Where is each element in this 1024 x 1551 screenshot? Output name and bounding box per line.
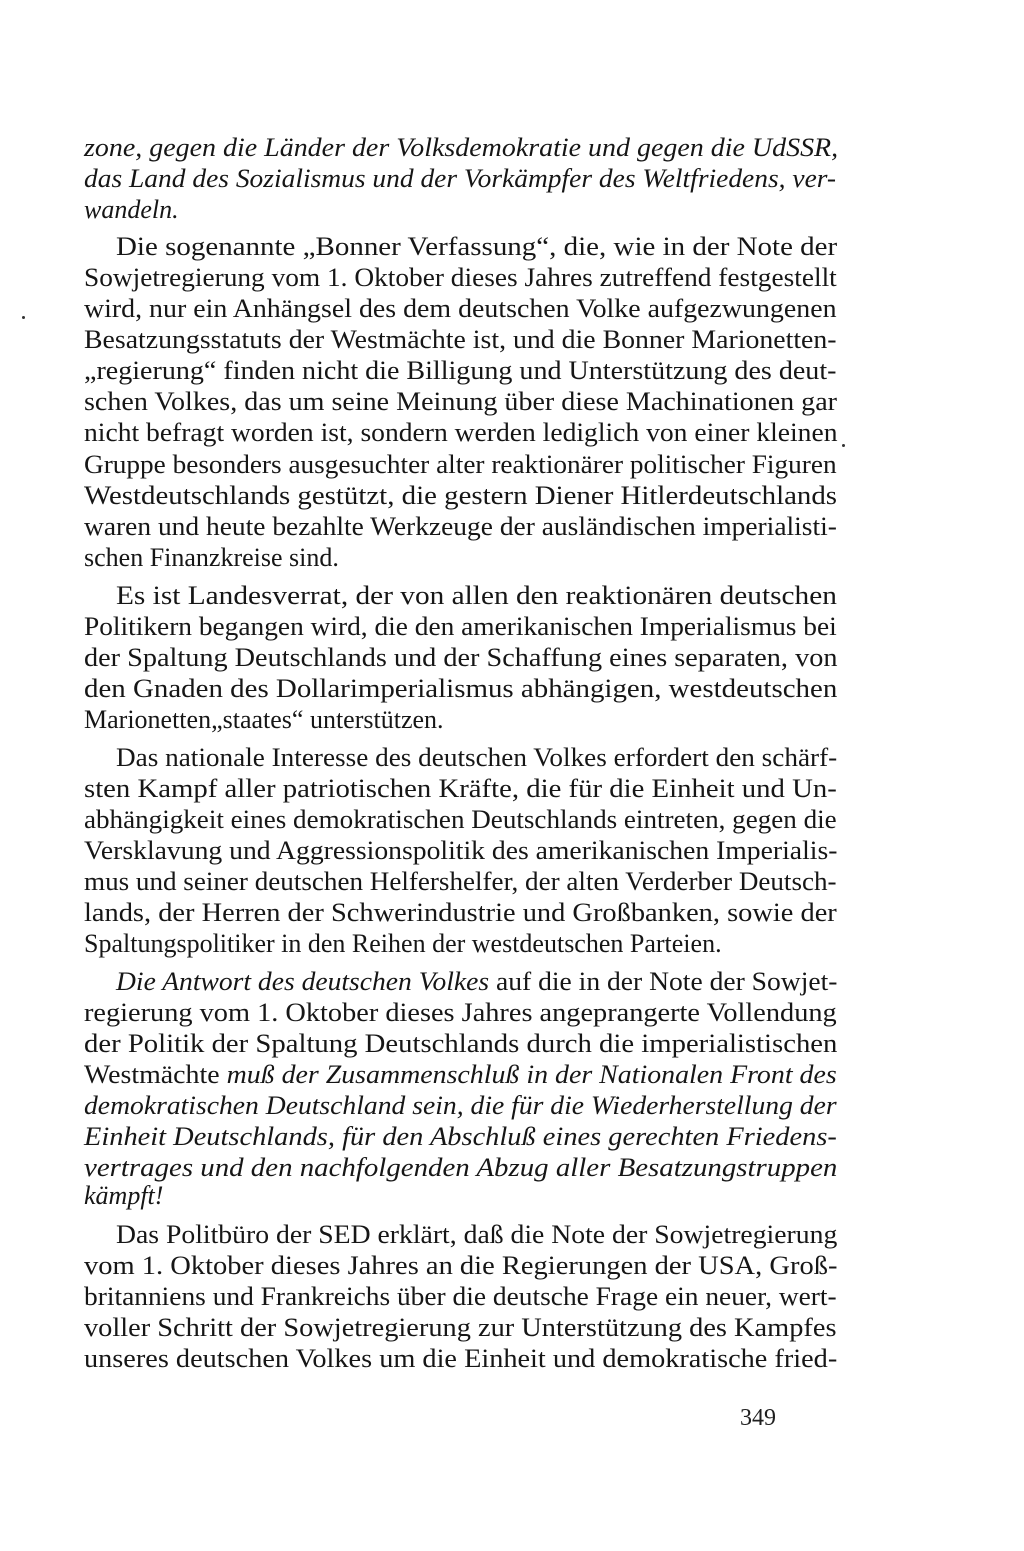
text-span: mus und seiner deutschen Helfershelfer, der alten Verderber Deutsch- (84, 867, 837, 896)
text-line (116, 580, 837, 612)
text-span: Besatzungsstatuts der Westmächte ist, und die Bonner Marionetten- (84, 325, 837, 354)
text-line (84, 928, 722, 960)
text-line (84, 897, 837, 929)
text-line (84, 1250, 837, 1282)
text-span: Westdeutschlands gestützt, die gestern Diener Hitlerdeutschlands (84, 481, 838, 510)
text-line (84, 1059, 837, 1091)
text-line (84, 355, 836, 387)
italic-text: zone, gegen die Länder der Volksdemokratie und gegen die UdSSR, (84, 133, 839, 162)
text-span: schen Volkes, das um seine Meinung über diese Machinationen gar (84, 387, 838, 416)
text-span: Politikern begangen wird, die den amerikanischen Imperialismus bei (84, 612, 837, 641)
text-span: lands, der Herren der Schwerindustrie und Großbanken, sowie der (84, 898, 837, 927)
text-span: Gruppe besonders ausgesuchter alter reaktionärer politischer Figuren (84, 450, 837, 479)
text-line (84, 293, 837, 325)
text-span: auf die in der Note der Sowjet- (489, 967, 838, 996)
text-span: waren und heute bezahlte Werkzeuge der ausländischen imperialisti- (84, 512, 837, 541)
text-line (116, 1219, 837, 1251)
text-span: Sowjetregierung vom 1. Oktober dieses Jahres zutreffend festgestellt (84, 263, 837, 292)
text-span: abhängigkeit eines demokratischen Deutschlands eintreten, gegen die (84, 805, 837, 834)
margin-mark (22, 316, 25, 319)
text-line (84, 386, 837, 418)
text-span: sten Kampf aller patriotischen Kräfte, die für die Einheit und Un- (84, 774, 837, 803)
italic-text: kämpft! (84, 1181, 164, 1210)
text-line (84, 163, 836, 195)
text-line (84, 194, 179, 226)
italic-text: Einheit Deutschlands, für den Abschluß eines gerechten Friedens- (84, 1122, 837, 1151)
text-line (116, 742, 837, 774)
text-line (84, 704, 444, 736)
italic-text: Die Antwort des deutschen Volkes (116, 967, 490, 996)
text-line (84, 542, 339, 574)
text-line (84, 997, 837, 1029)
text-span: unseres deutschen Volkes um die Einheit und demokratische fried- (84, 1344, 838, 1373)
page-number: 349 (740, 1405, 776, 1431)
text-line (84, 324, 837, 356)
text-span: Versklavung und Aggressionspolitik des amerikanischen Imperialis- (84, 836, 838, 865)
text-line (84, 1180, 163, 1212)
text-line (84, 1343, 837, 1375)
text-line (84, 480, 837, 512)
text-span: Es ist Landesverrat, der von allen den reaktionären deutschen (116, 581, 837, 610)
text-line (84, 835, 837, 867)
text-span: vom 1. Oktober dieses Jahres an die Regierungen der USA, Groß- (84, 1251, 838, 1280)
text-span: wird, nur ein Anhängsel des dem deutschen Volke aufgezwungenen (84, 294, 837, 323)
text-span: regierung vom 1. Oktober dieses Jahres angeprangerte Vollendung (84, 998, 837, 1027)
italic-text: wandeln. (84, 195, 179, 224)
text-line (116, 966, 837, 998)
text-span: „regierung“ finden nicht die Billigung und Unterstützung des deut- (84, 356, 837, 385)
text-line (84, 642, 837, 674)
text-line (116, 231, 837, 263)
text-line (84, 262, 837, 294)
text-span: schen Finanzkreise sind. (84, 543, 339, 572)
text-span: Das nationale Interesse des deutschen Volkes erfordert den schärf- (116, 743, 838, 772)
margin-mark (842, 444, 845, 447)
text-line (84, 611, 837, 643)
text-line (84, 1152, 837, 1184)
text-line (84, 449, 837, 481)
text-line (84, 804, 837, 836)
italic-text: demokratischen Deutschland sein, die für die Wiederherstellung der (84, 1091, 837, 1120)
text-line (84, 866, 837, 898)
text-line (84, 511, 837, 543)
text-span: britanniens und Frankreichs über die deutsche Frage ein neuer, wert- (84, 1282, 837, 1311)
text-span: voller Schritt der Sowjetregierung zur Unterstützung des Kampfes (84, 1313, 837, 1342)
text-span: den Gnaden des Dollarimperialismus abhängigen, westdeutschen (84, 674, 838, 703)
text-line (84, 1281, 837, 1313)
text-span: Die sogenannte „Bonner Verfassung“, die, wie in der Note der (116, 232, 838, 261)
text-span: Spaltungspolitiker in den Reihen der westdeutschen Parteien. (84, 929, 722, 958)
text-line (84, 773, 837, 805)
italic-text: vertrages und den nachfolgenden Abzug aller Besatzungstruppen (84, 1153, 838, 1182)
text-span: nicht befragt worden ist, sondern werden lediglich von einer kleinen (84, 418, 838, 447)
text-line (84, 417, 838, 449)
text-span: Das Politbüro der SED erklärt, daß die Note der Sowjetregierung (116, 1220, 838, 1249)
text-span: Westmächte (84, 1060, 227, 1089)
text-span: der Spaltung Deutschlands und der Schaffung eines separaten, von (84, 643, 838, 672)
text-line (84, 1028, 837, 1060)
italic-text: muß der Zusammenschluß in der Nationalen Front des (226, 1060, 837, 1089)
text-span: Marionetten„staates“ unterstützen. (84, 705, 444, 734)
text-line (84, 673, 837, 705)
text-line (84, 1312, 837, 1344)
italic-text: das Land des Sozialismus und der Vorkämpfer des Weltfriedens, ver- (84, 164, 837, 193)
text-span: der Politik der Spaltung Deutschlands durch die imperialistischen (84, 1029, 838, 1058)
text-line (84, 1090, 837, 1122)
text-line (84, 132, 838, 164)
text-line (84, 1121, 837, 1153)
